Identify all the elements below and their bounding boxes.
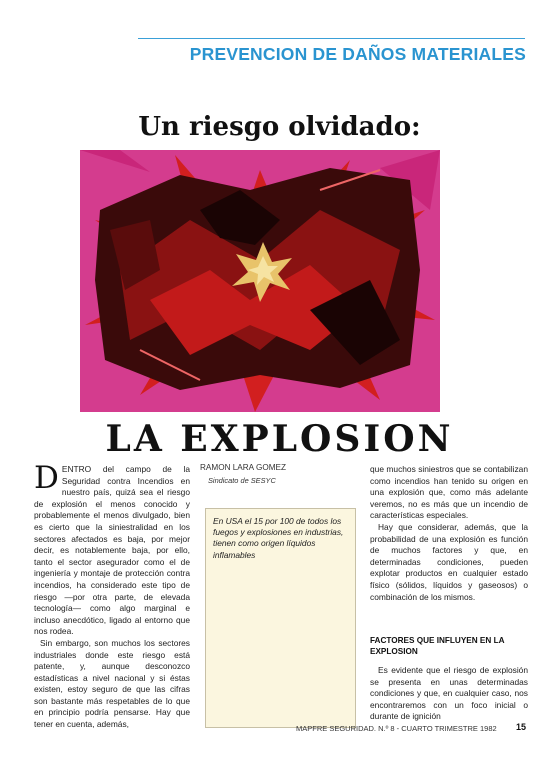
author-name: RAMON LARA GOMEZ — [200, 463, 286, 472]
body-column-1 — [34, 460, 190, 731]
hero-image — [80, 150, 440, 412]
paragraph: Hay que considerar, además, que la probabilidad de una explosión es función de muchos factores y que, en determinadas condiciones, pueden explotar productos en cualquier estado físico (sólidos, líquidos y gaseosos) o combinación de los mismos. — [370, 521, 528, 602]
dropcap: D — [34, 460, 59, 496]
paragraph: Sin embargo, son muchos los sectores industriales donde este riesgo está patente, y, aunque desconozco estadísticas a nivel nacional y si éstas existen, estoy seguro de que las cifras son bastante más respetables de lo que en principio podría pensarse. Hay que tener en cuenta, además, — [34, 637, 190, 730]
explosion-illustration-icon — [80, 150, 440, 412]
paragraph: ENTRO del campo de la Seguridad contra Incendios en nuestro país, quizá sea el riesgo de explosión el menos conocido y probablemente el menos divulgado, bien es cierto que la siniestralidad en los sectores afectados es baja, por mejor decir, es notablemente baja, por ello, tanto el sector asegurador como el de ingeniería y montaje de protección contra incendios, ha considerado este tipo de riesgo —por otra parte, de elevada tecnología— como algo marginal e incluso anecdótico, ligado al entorno que nos rodea. — [34, 464, 190, 637]
article-title: LA EXPLOSION — [105, 418, 454, 460]
paragraph: que muchos siniestros que se contabilizan como incendios han tenido su origen en una explosión que, como más adelante veremos, no es más que un incendio de características especiales. — [370, 464, 528, 521]
header-rule — [138, 38, 525, 39]
footer-publication: MAPFRE SEGURIDAD. N.º 8 - CUARTO TRIMESTRE 1982 — [296, 724, 497, 733]
author-role: Sindicato de SESYC — [208, 476, 276, 485]
section-subhead: FACTORES QUE INFLUYEN EN LA EXPLOSION — [370, 636, 505, 656]
section-title: PREVENCION DE DAÑOS MATERIALES — [189, 44, 526, 64]
article-kicker: Un riesgo olvidado: — [138, 112, 421, 142]
body-column-3 — [370, 464, 528, 603]
paragraph: Es evidente que el riesgo de explosión se presenta en unas determinadas condiciones y que, en cualquier caso, nos encontraremos con un foco inicial o durante de ignición — [370, 665, 528, 722]
body-column-3-continued — [370, 665, 528, 723]
page-number: 15 — [516, 722, 527, 732]
sidebar-quote: En USA el 15 por 100 de todos los fuegos y explosiones en industrias, tienen como origen líquidos inflamables — [213, 516, 344, 560]
